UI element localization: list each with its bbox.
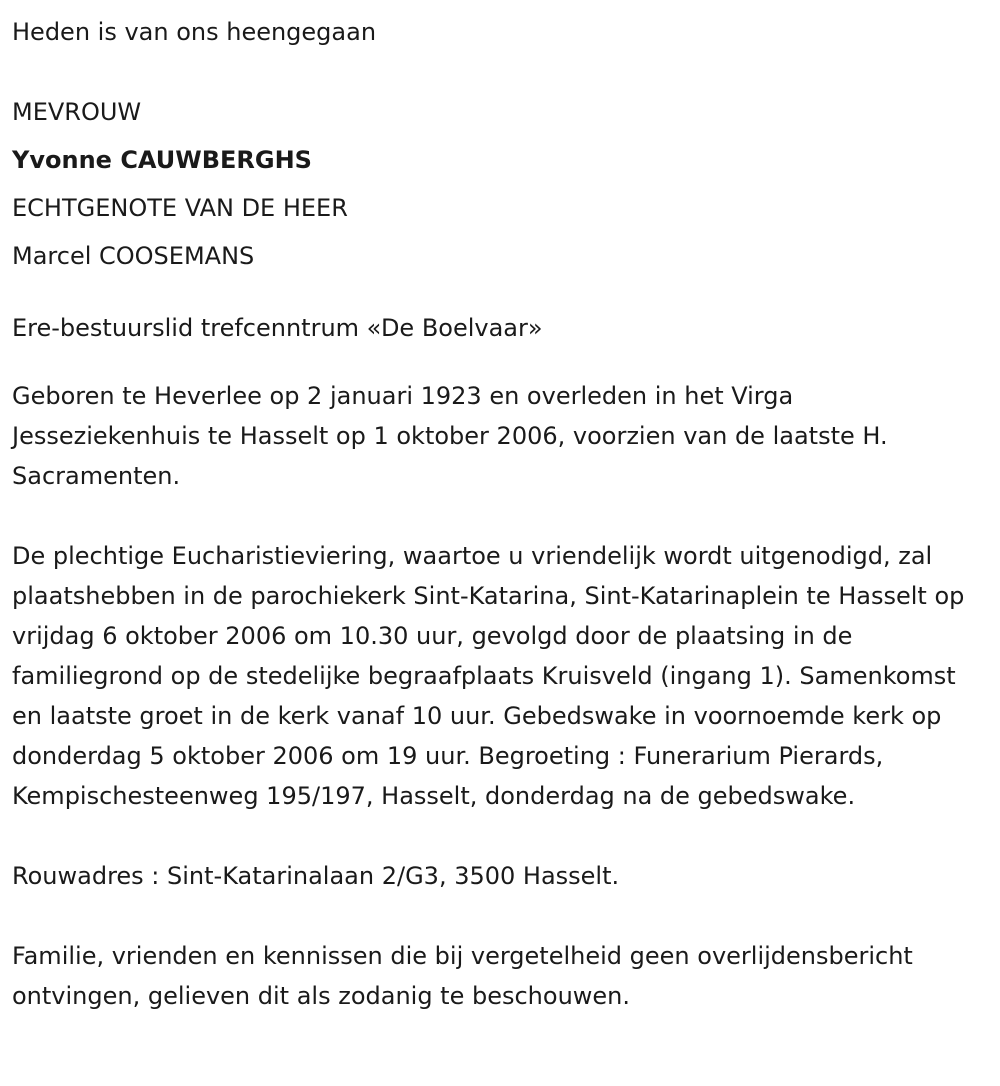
spouse-name: Marcel COOSEMANS bbox=[12, 242, 255, 270]
address-text: Rouwadres : Sint-Katarinalaan 2/G3, 3500 Hasselt. bbox=[12, 862, 620, 890]
spacer bbox=[12, 496, 988, 536]
title-text: MEVROUW bbox=[12, 98, 142, 126]
spacer bbox=[12, 896, 988, 936]
spacer bbox=[12, 816, 988, 856]
spacer bbox=[12, 56, 988, 88]
closing-paragraph: Familie, vrienden en kennissen die bij vergetelheid geen overlijdensbericht ontvingen, gelieven dit als zodanig te beschouwen. bbox=[12, 942, 913, 1010]
birth-death-paragraph: Geboren te Heverlee op 2 januari 1923 en overleden in het Virga Jesseziekenhuis te Hasselt op 1 oktober 2006, voorzien van de laatste H. Sacramenten. bbox=[12, 382, 888, 490]
spacer bbox=[12, 352, 988, 376]
ceremony-paragraph: De plechtige Eucharistieviering, waartoe u vriendelijk wordt uitgenodigd, zal plaatshebben in de parochiekerk Sint-Katarina, Sint-Katarinaplein te Hasselt op vrijdag 6 oktober 2006 om 10.30 uur, gevolgd door de plaatsing in de familiegrond op de stedelijke begraafplaats Kruisveld (ingang 1). Samenkomst en laatste groet in de kerk vanaf 10 uur. Gebedswake in voornoemde kerk op donderdag 5 oktober 2006 om 19 uur. Begroeting : Funerarium Pierards, Kempischesteenweg 195/197, Hasselt, donderdag na de gebedswake. bbox=[12, 542, 965, 810]
honor-text: Ere-bestuurslid trefcenntrum «De Boelvaar» bbox=[12, 314, 543, 342]
intro-text: Heden is van ons heengegaan bbox=[12, 18, 377, 46]
spouse-label: ECHTGENOTE VAN DE HEER bbox=[12, 194, 348, 222]
deceased-name: Yvonne CAUWBERGHS bbox=[12, 146, 312, 174]
spacer bbox=[12, 280, 988, 304]
